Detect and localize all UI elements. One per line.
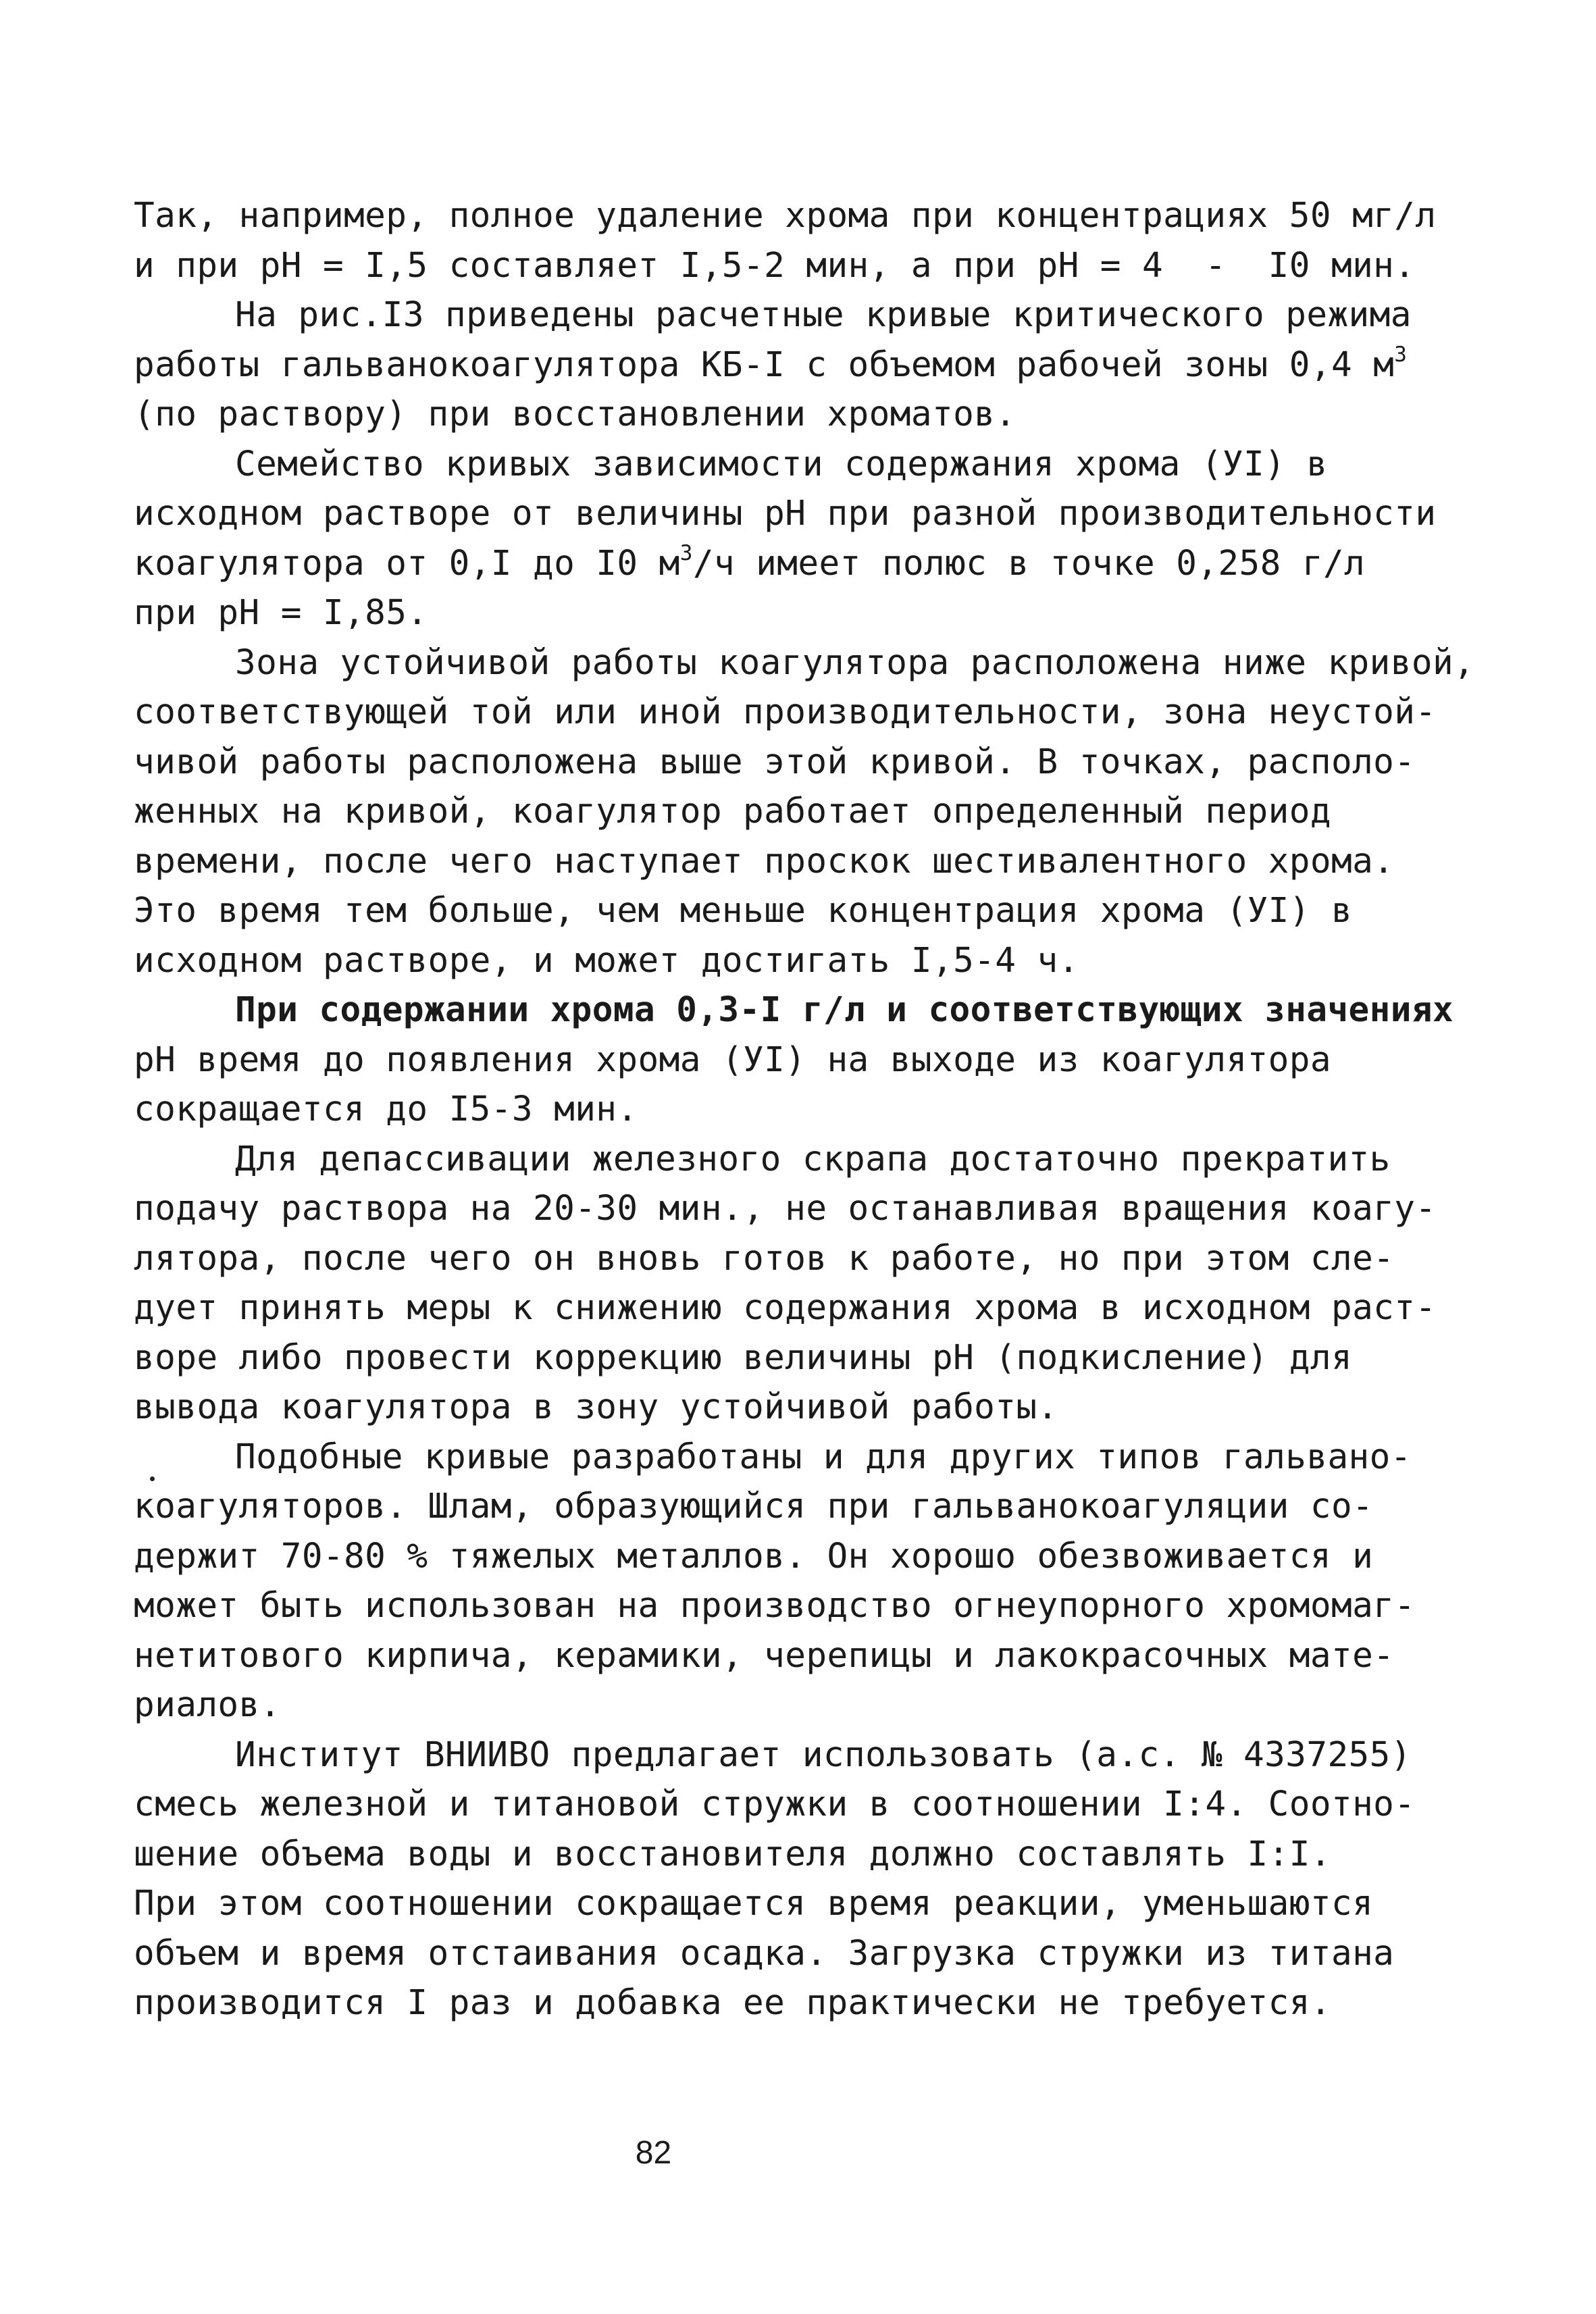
text-line [134,539,1464,589]
superscript-cube: 3 [1394,342,1408,367]
text-line [134,340,1464,390]
text-line: pH время до появления хрома (УI) на выходе из коагулятора [134,1039,1331,1080]
text-line: подачу раствора на 20-30 мин., не останавливая вращения коагу- [134,1189,1437,1229]
text-line: лятора, после чего он вновь готов к работе, но при этом сле- [134,1238,1395,1279]
text-line: исходном растворе от величины pH при разной производительности [134,494,1437,534]
paragraph-start-line: При содержании хрома 0,3-I г/л и соответствующих значениях [235,990,1454,1030]
text-line: Так, например, полное удаление хрома при концентрациях 50 мг/л [134,196,1437,236]
text-line: объем и время отстаивания осадка. Загрузка стружки из титана [134,1933,1395,1974]
text-line: держит 70-80 % тяжелых металлов. Он хорошо обезвоживается и [134,1536,1374,1576]
text-line: может быть использован на производство огнеупорного хромомаг- [134,1586,1416,1626]
paragraph-start-line: Институт ВНИИВО предлагает использовать (а.с. № 4337255) [235,1734,1412,1775]
text-line: нетитового кирпича, керамики, черепицы и лакокрасочных мате- [134,1635,1395,1676]
body-text [134,191,1475,2028]
text-line: дует принять меры к снижению содержания хрома в исходном раст- [134,1288,1437,1328]
paragraph-start-line: Семейство кривых зависимости содержания хрома (УI) в [235,444,1328,484]
text-line: (по раствору) при восстановлении хроматов. [134,394,1016,434]
page-number: 82 [635,2135,672,2171]
scan-speck [150,1476,155,1481]
text-line: Это время тем больше, чем меньше концентрация хрома (УI) в [134,891,1353,931]
text-line: коагуляторов. Шлам, образующийся при гальванокоагуляции со- [134,1487,1374,1526]
text-fragment: работы гальванокоагулятора КБ-I с объемом рабочей зоны 0,4 м [134,344,1395,385]
text-fragment: коагулятора от 0,I до I0 м [134,543,680,584]
superscript-cube: 3 [679,540,693,565]
text-line: сокращается до I5-3 мин. [134,1089,638,1129]
text-line: риалов. [134,1685,281,1725]
text-line: смесь железной и титановой стружки в соотношении I:4. Соотно- [134,1784,1416,1824]
text-fragment: /ч имеет полюс в точке 0,258 г/л [692,543,1366,584]
text-line: шение объема воды и восстановителя должно составлять I:I. [134,1834,1331,1874]
text-line: женных на кривой, коагулятор работает определенный период [134,792,1331,831]
text-line: исходном растворе, и может достигать I,5-4 ч. [134,940,1079,981]
paragraph-start-line: Подобные кривые разработаны и для других типов гальвано- [235,1437,1412,1477]
text-line: вывода коагулятора в зону устойчивой работы. [134,1387,1058,1427]
text-line: при pH = I,85. [134,593,428,633]
text-line: соответствующей той или иной производительности, зона неустой- [134,692,1437,732]
paragraph-start-line: На рис.I3 приведены расчетные кривые критического режима [235,295,1412,335]
text-line: производится I раз и добавка ее практически не требуется. [134,1983,1331,2023]
paragraph-start-line: Для депассивации железного скрапа достаточно прекратить [235,1139,1391,1179]
text-line: При этом соотношении сокращается время реакции, уменьшаются [134,1884,1374,1924]
text-line: времени, после чего наступает проскок шестивалентного хрома. [134,841,1395,881]
text-line: и при pH = I,5 составляет I,5-2 мин, а при pH = 4 - I0 мин. [134,245,1416,286]
paragraph-start-line: Зона устойчивой работы коагулятора расположена ниже кривой, [235,642,1475,683]
text-line: воре либо провести коррекцию величины pH (подкисление) для [134,1337,1353,1378]
text-line: чивой работы расположена выше этой кривой. В точках, располо- [134,742,1416,782]
